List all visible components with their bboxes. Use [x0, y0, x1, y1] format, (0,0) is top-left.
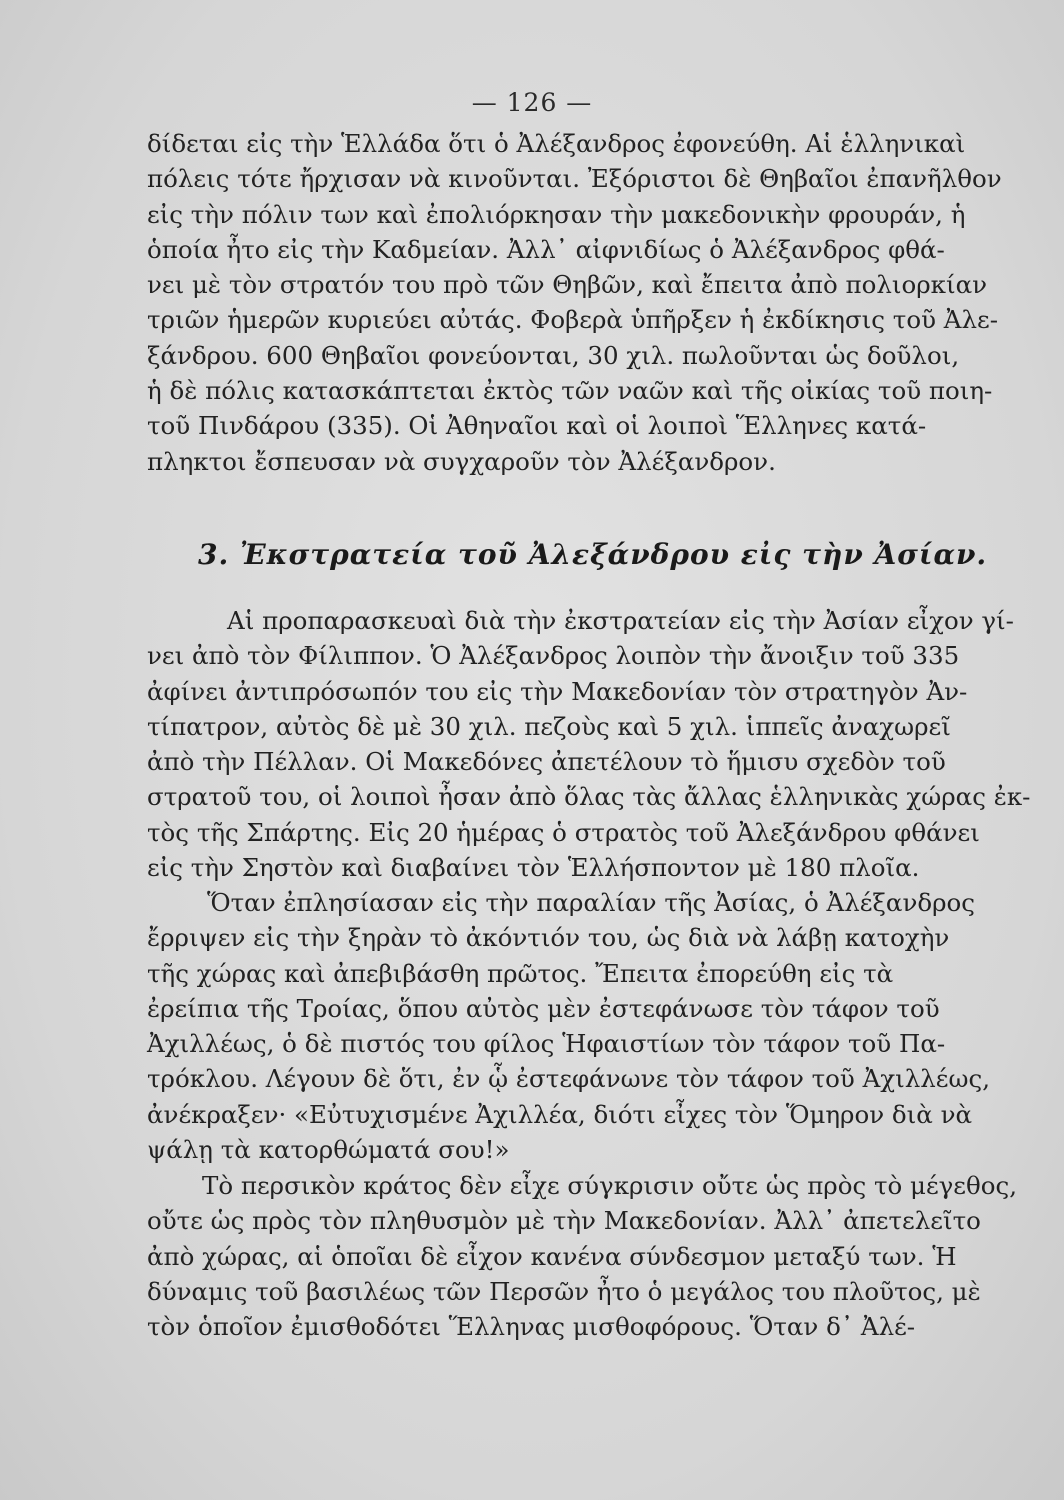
text-line: ἀπὸ χώρας, αἱ ὁποῖαι δὲ εἶχον κανένα σύνδεσμον μεταξύ των. Ἡ [147, 1241, 957, 1271]
section-heading: 3. Ἐκστρατεία τοῦ Ἀλεξάνδρου εἰς τὴν Ἀσίαν. [198, 538, 988, 571]
text-line: Τὸ περσικὸν κράτος δὲν εἶχε σύγκρισιν οὔτε ὡς πρὸς τὸ μέγεθος, [202, 1171, 1018, 1200]
text-line: τριῶν ἡμερῶν κυριεύει αὐτάς. Φοβερὰ ὑπῆρξεν ἡ ἐκδίκησις τοῦ Ἀλε- [147, 305, 998, 335]
text-line: τὸν ὁποῖον ἐμισθοδότει Ἕλληνας μισθοφόρους. Ὅταν δ᾽ Ἀλέ- [147, 1312, 916, 1342]
text-line: ξάνδρου. 600 Θηβαῖοι φονεύονται, 30 χιλ. πωλοῦνται ὡς δοῦλοι, [147, 340, 960, 370]
text-line: τοῦ Πινδάρου (335). Οἱ Ἀθηναῖοι καὶ οἱ λοιποὶ Ἕλληνες κατά- [147, 411, 927, 441]
text-line: τὸς τῆς Σπάρτης. Εἰς 20 ἡμέρας ὁ στρατὸς τοῦ Ἀλεξάνδρου φθάνει [147, 817, 980, 847]
text-line: πόλεις τότε ἤρχισαν νὰ κινοῦνται. Ἐξόριστοι δὲ Θηβαῖοι ἐπανῆλθον [147, 164, 1002, 194]
text-line: ἐρείπια τῆς Τροίας, ὅπου αὐτὸς μὲν ἐστεφάνωσε τὸν τάφον τοῦ [147, 993, 940, 1023]
text-line: νει ἀπὸ τὸν Φίλιππον. Ὁ Ἀλέξανδρος λοιπὸν τὴν ἄνοιξιν τοῦ 335 [147, 641, 960, 671]
text-line: Αἱ προπαρασκευαὶ διὰ τὴν ἐκστρατείαν εἰς τὴν Ἀσίαν εἶχον γί- [227, 606, 1014, 635]
text-line: δύναμις τοῦ βασιλέως τῶν Περσῶν ἦτο ὁ μεγάλος του πλοῦτος, μὲ [147, 1276, 981, 1306]
text-line: τίπατρον, αὐτὸς δὲ μὲ 30 χιλ. πεζοὺς καὶ 5 χιλ. ἱππεῖς ἀναχωρεῖ [147, 711, 951, 741]
text-line: ἡ δὲ πόλις κατασκάπτεται ἐκτὸς τῶν ναῶν καὶ τῆς οἰκίας τοῦ ποιη- [147, 376, 993, 406]
text-line: Ὅταν ἐπλησίασαν εἰς τὴν παραλίαν τῆς Ἀσίας, ὁ Ἀλέξανδρος [207, 888, 975, 917]
text-line: ψάλῃ τὰ κατορθώματά σου!» [147, 1135, 510, 1165]
text-line: Ἀχιλλέως, ὁ δὲ πιστός του φίλος Ἡφαιστίων τὸν τάφον τοῦ Πα- [147, 1029, 946, 1059]
paragraph-persian-empire [147, 1168, 1037, 1344]
text-line: οὔτε ὡς πρὸς τὸν πληθυσμὸν μὲ τὴν Μακεδονίαν. Ἀλλ᾽ ἀπετελεῖτο [147, 1206, 981, 1236]
paragraph-preparations [147, 603, 1037, 885]
text-line: τρόκλου. Λέγουν δὲ ὅτι, ἐν ᾧ ἐστεφάνωνε τὸν τάφον τοῦ Ἀχιλλέως, [147, 1064, 990, 1094]
text-line: ἀφίνει ἀντιπρόσωπόν του εἰς τὴν Μακεδονίαν τὸν στρατηγὸν Ἀν- [147, 676, 968, 706]
text-line: ἀπὸ τὴν Πέλλαν. Οἱ Μακεδόνες ἀπετέλουν τὸ ἥμισυ σχεδὸν τοῦ [147, 747, 946, 777]
paragraph-landing-asia [147, 885, 1037, 1167]
text-line: εἰς τὴν Σηστὸν καὶ διαβαίνει τὸν Ἑλλήσποντον μὲ 180 πλοῖα. [147, 853, 920, 883]
text-line: δίδεται εἰς τὴν Ἑλλάδα ὅτι ὁ Ἀλέξανδρος ἐφονεύθη. Αἱ ἑλληνικαὶ [147, 129, 966, 158]
text-line: στρατοῦ του, οἱ λοιποὶ ἦσαν ἀπὸ ὅλας τὰς ἄλλας ἑλληνικὰς χώρας ἐκ- [147, 782, 1031, 812]
text-line: ἀνέκραξεν· «Εὐτυχισμένε Ἀχιλλέα, διότι εἶχες τὸν Ὅμηρον διὰ νὰ [147, 1099, 973, 1129]
text-line: πληκτοι ἔσπευσαν νὰ συγχαροῦν τὸν Ἀλέξανδρον. [147, 446, 776, 476]
text-line: εἰς τὴν πόλιν των καὶ ἐπολιόρκησαν τὴν μακεδονικὴν φρουράν, ἡ [147, 199, 966, 229]
text-line: ὁποία ἦτο εἰς τὴν Καδμείαν. Ἀλλ᾽ αἰφνιδίως ὁ Ἀλέξανδρος φθά- [147, 234, 945, 264]
text-line: τῆς χώρας καὶ ἀπεβιβάσθη πρῶτος. Ἔπειτα ἐπορεύθη εἰς τὰ [147, 958, 894, 988]
paragraph-thebes-revolt [147, 126, 1037, 479]
text-line: ἔρριψεν εἰς τὴν ξηρὰν τὸ ἀκόντιόν του, ὡς διὰ νὰ λάβῃ κατοχὴν [147, 923, 950, 953]
text-line: νει μὲ τὸν στρατόν του πρὸ τῶν Θηβῶν, καὶ ἔπειτα ἀπὸ πολιορκίαν [147, 270, 988, 300]
page-number: — 126 — [471, 88, 593, 117]
